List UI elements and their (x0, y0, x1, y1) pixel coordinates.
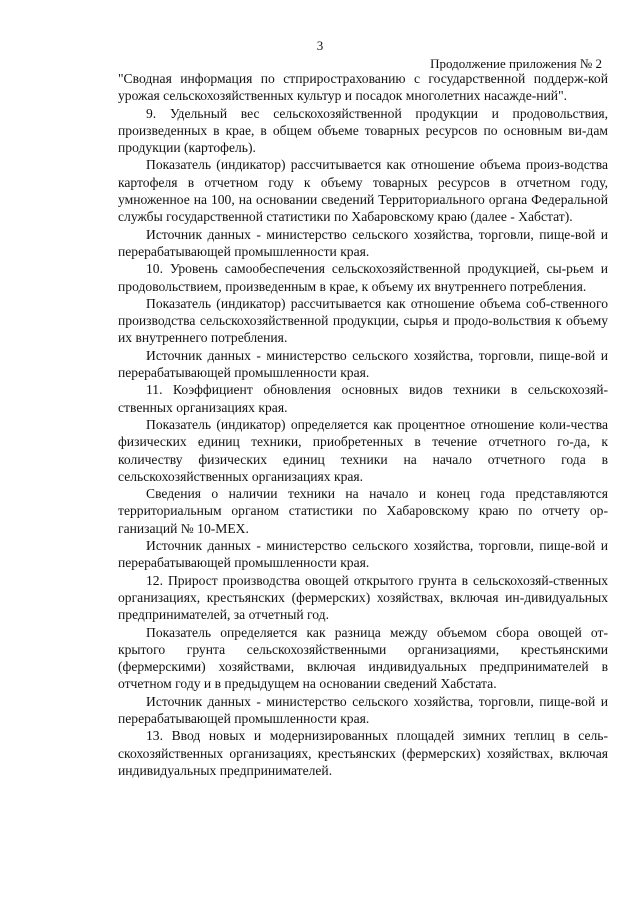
paragraph: 11. Коэффициент обновления основных видов техники в сельскохозяй-ственных организациях края. (118, 382, 608, 415)
paragraph: Источник данных - министерство сельского хозяйства, торговли, пище-вой и перерабатывающей промышленности края. (118, 347, 608, 381)
paragraph: 12. Прирост производства овощей открытого грунта в сельскохозяй-ственных организациях, крестьянских (фермерских) хозяйствах, включая ин-дивидуальных предпринимателей, за отчетный год. (118, 572, 608, 623)
paragraph: Показатель (индикатор) рассчитывается как отношение объема произ-водства картофеля в отчетном году к объему товарных ресурсов в отчетном году, умноженное на 100, на основании сведений Территориального органа Федеральной службы государственной статистики по Хабаровскому краю (далее - Хабстат). (118, 157, 608, 225)
paragraph: Сведения о наличии техники на начало и конец года представляются территориальным органом статистики по Хабаровскому краю по отчету ор-ганизаций № 10-МЕХ. (118, 486, 608, 536)
paragraph: Источник данных - министерство сельского хозяйства, торговли, пище-вой и перерабатывающей промышленности края. (118, 538, 608, 571)
paragraph: Показатель определяется как разница между объемом сбора овощей от-крытого грунта сельскохозяйственными организациями, крестьянскими (фермерскими) хозяйствами, включая индивидуальных предпринимателей в отчетном году и в предыдущем на основании сведений Хабстата. (118, 624, 608, 692)
appendix-label: Продолжение приложения № 2 (430, 56, 602, 71)
page-number: 3 (316, 38, 324, 53)
paragraph: Источник данных - министерство сельского хозяйства, торговли, пище-вой и перерабатывающей промышленности края. (118, 693, 608, 726)
paragraph: Показатель (индикатор) определяется как процентное отношение коли-чества физических единиц техники, приобретенных в течение отчетного го-да, к количеству физических единиц техники на начало отчетного года в сельскохозяйственных организациях края. (118, 416, 608, 484)
paragraph: 13. Ввод новых и модернизированных площадей зимних теплиц в сель-скохозяйственных организациях, крестьянских (фермерских) хозяйствах, включая индивидуальных предпринимателей. (118, 728, 608, 778)
paragraph: Источник данных - министерство сельского хозяйства, торговли, пище-вой и перерабатывающей промышленности края. (118, 226, 608, 259)
paragraph: "Сводная информация по стприрострахованию с государственной поддерж-кой урожая сельскохозяйственных культур и посадок многолетних насажде-ний". (118, 71, 608, 104)
body-text (118, 70, 608, 779)
paragraph: Показатель (индикатор) рассчитывается как отношение объема соб-ственного производства сельскохозяйственной продукции, сырья и продо-вольствия к объему их внутреннего потребления. (118, 295, 608, 346)
paragraph: 10. Уровень самообеспечения сельскохозяйственной продукцией, сы-рьем и продовольствием, произведенным в крае, к объему их внутреннего потребления. (118, 261, 608, 294)
paragraph: 9. Удельный вес сельскохозяйственной продукции и продовольствия, произведенных в крае, в общем объеме товарных ресурсов по основным ви-дам продукции (картофель). (118, 105, 608, 156)
